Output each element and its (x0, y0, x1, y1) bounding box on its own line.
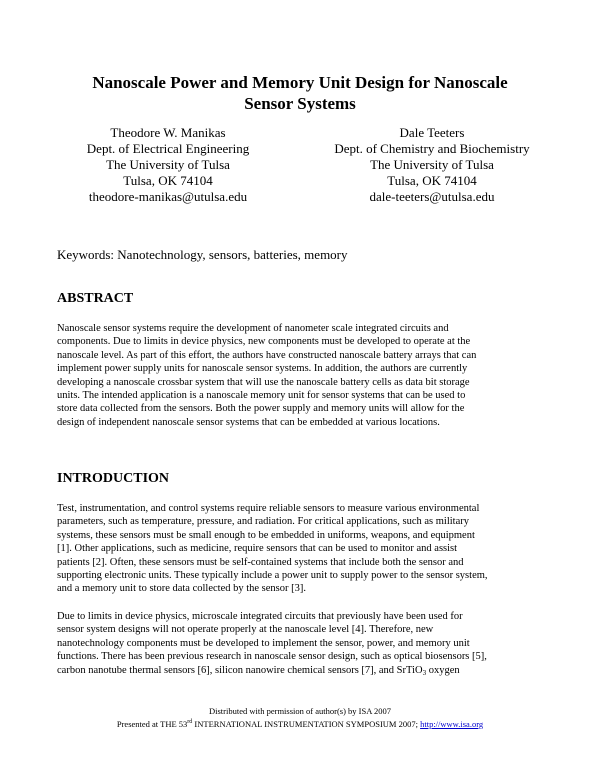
body-line: nanotechnology components must be developed to implement the sensor, power, and memory unit (57, 637, 470, 649)
author-city: Tulsa, OK 74104 (123, 173, 213, 188)
introduction-paragraph-2 (57, 610, 547, 680)
body-line: [1]. Other applications, such as medicine, require sensors that can be used to monitor and assist (57, 543, 458, 555)
author-block-2 (312, 125, 552, 205)
body-line: parameters, such as temperature, pressure, and radiation. For critical applications, such as military (57, 516, 469, 528)
title-line-2: Sensor Systems (244, 94, 356, 113)
author-name: Theodore W. Manikas (110, 125, 226, 140)
footer-distribution: Distributed with permission of author(s) by ISA 2007 (208, 706, 392, 716)
body-line: and a memory unit to store data collected by the sensor [3]. (57, 583, 307, 595)
body-line: sensor system designs will not operate properly at the nanoscale level [4]. Therefore, new (57, 624, 434, 636)
body-line-last (57, 664, 547, 680)
author-email: theodore-manikas@utulsa.edu (88, 189, 248, 204)
paper-title (40, 72, 560, 114)
author-dept: Dept. of Electrical Engineering (86, 141, 250, 156)
abstract-paragraph (57, 322, 547, 429)
abstract-line: store data collected from the sensors. Both the power supply and memory units will allow for the (57, 403, 465, 415)
body-text: carbon nanotube thermal sensors [6], silicon nanowire chemical sensors [7], and SrTiO (57, 664, 423, 676)
body-line: supporting electronic units. These typically include a power unit to supply power to the sensor system, (57, 570, 488, 582)
body-text: oxygen (426, 664, 460, 676)
abstract-line: Nanoscale sensor systems require the development of nanometer scale integrated circuits and (57, 323, 449, 334)
footer-presented (0, 717, 600, 730)
abstract-line: nanoscale level. As part of this effort, the authors have constructed nanoscale battery arrays that can (57, 349, 477, 361)
body-line: systems, these sensors must be small enough to be embedded in uniforms, weapons, and equipment (57, 529, 475, 541)
body-line: Due to limits in device physics, microscale integrated circuits that previously have been used for (57, 611, 463, 622)
superscript: rd (187, 719, 193, 725)
author-university: The University of Tulsa (106, 157, 230, 172)
footer-text: Presented at THE 53 (116, 719, 188, 729)
subscript: 3 (422, 668, 427, 677)
abstract-line: units. The intended application is a nanoscale memory unit for sensor systems that can be used to (57, 390, 466, 402)
abstract-line: design of independent nanoscale sensor systems that can be embedded at various locations. (57, 416, 440, 428)
body-line: functions. There has been previous research in nanoscale sensor design, such as optical biosensors [5], (57, 651, 487, 663)
author-dept: Dept. of Chemistry and Biochemistry (334, 141, 530, 156)
author-city: Tulsa, OK 74104 (387, 173, 477, 188)
author-block-1 (48, 125, 288, 205)
footer-text: INTERNATIONAL INSTRUMENTATION SYMPOSIUM 2007; (192, 719, 421, 729)
isa-link[interactable]: http://www.isa.org (420, 719, 484, 729)
introduction-paragraph-1 (57, 502, 547, 596)
body-line: patients [2]. Often, these sensors must be self-contained systems that include both the sensor and (57, 556, 464, 568)
author-university: The University of Tulsa (370, 157, 494, 172)
author-name: Dale Teeters (399, 125, 465, 140)
abstract-line: developing a nanoscale crossbar system that will use the nanoscale battery cells as data bit storage (57, 376, 470, 388)
introduction-heading: INTRODUCTION (57, 471, 170, 486)
abstract-line: implement power supply units for nanoscale sensor systems. In addition, the authors are currently (57, 363, 468, 375)
keywords: Keywords: Nanotechnology, sensors, batteries, memory (57, 247, 348, 262)
abstract-heading: ABSTRACT (57, 291, 134, 306)
author-email: dale-teeters@utulsa.edu (369, 189, 495, 204)
body-line: Test, instrumentation, and control systems require reliable sensors to measure various environmental (57, 503, 480, 514)
abstract-line: components. Due to limits in device physics, new components must be developed to operate at the (57, 336, 471, 348)
footer (0, 706, 600, 730)
title-line-1: Nanoscale Power and Memory Unit Design for Nanoscale (92, 73, 508, 92)
